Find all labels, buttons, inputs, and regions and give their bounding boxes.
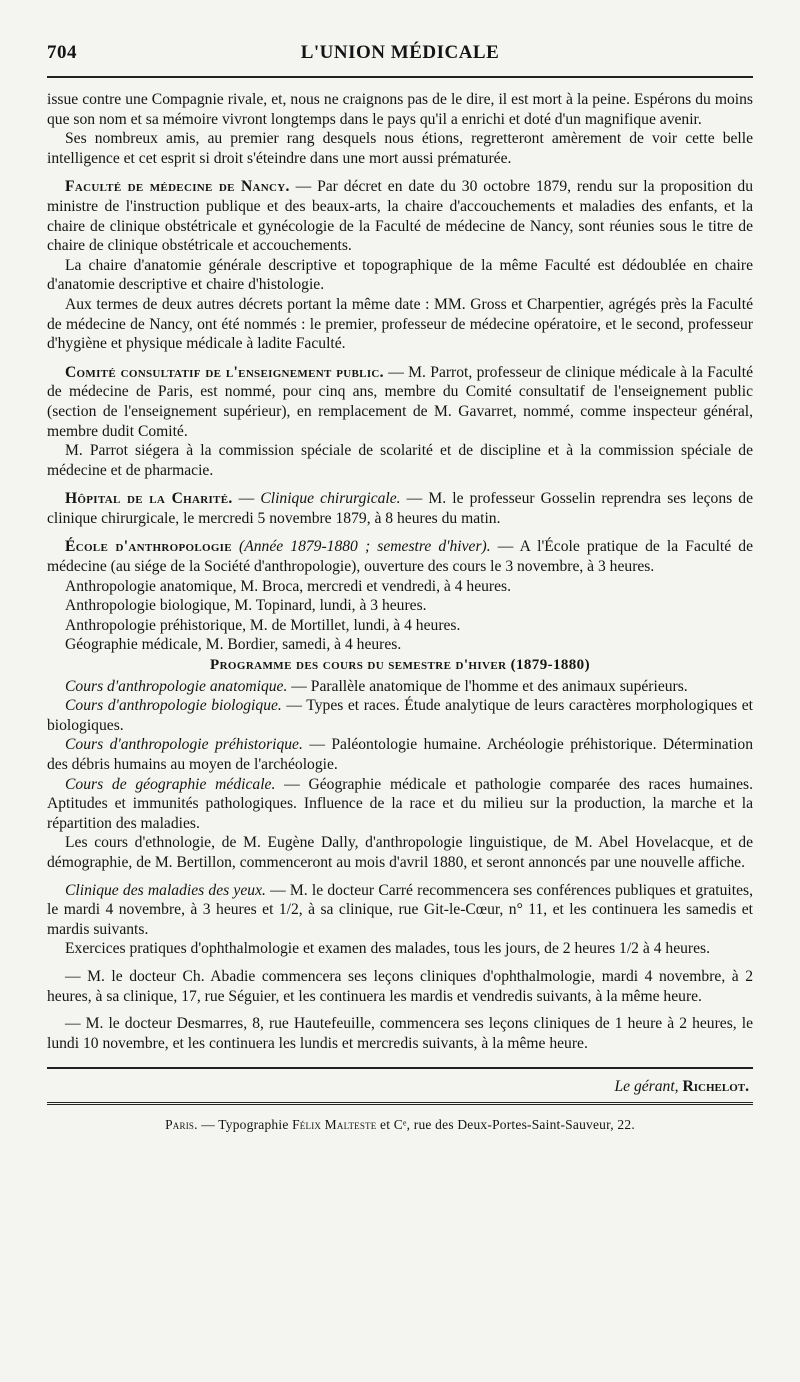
programme-anatomique (47, 677, 753, 697)
nancy-text: — Par décret en date du 30 octobre 1879, rendu sur la proposition du ministre de l'instruction publique et des beaux-arts, la chaire d'accouchements et maladies des enfants, et la chaire de clinique obstétricale et gynécologie de la Faculté de médecine de Nancy, sont réunies sous le titre de chaire de clinique obstétricale et accouchements. (47, 178, 754, 255)
yeux-text: — M. le docteur Carré recommencera ses conférences publiques et gratuites, le mardi 4 novembre, à 3 heures et 1/2, à sa clinique, rue Git-le-Cœur, n° 11, et les continuera les samedis et mardis suivants. (47, 881, 753, 938)
charite-dash: — (232, 490, 261, 508)
paragraph-exercices: Exercices pratiques d'ophthalmologie et examen des malades, tous les jours, de 2 heures 1/2 à 4 heures. (65, 940, 710, 958)
course-anatomique: Anthropologie anatomique, M. Broca, mercredi et vendredi, à 4 heures. (65, 577, 512, 595)
programme-other-courses: Les cours d'ethnologie, de M. Eugène Dally, d'anthropologie linguistique, de M. Abel Hovelacque, et de démographie, de M. Bertillon, commenceront au mois d'avril 1880, et seront annoncés par une nouvelle affiche. (47, 834, 753, 871)
paragraph-comite (47, 363, 753, 441)
imprint-rest: et Cᵉ, rue des Deux-Portes-Saint-Sauveur, 22. (376, 1117, 635, 1133)
programme-anatomique-italic: Cours d'anthropologie anatomique. (65, 677, 288, 695)
signature-name: Richelot. (682, 1078, 749, 1096)
footer-rule (47, 1067, 753, 1069)
paragraph-anthropologie (47, 537, 753, 576)
signature-label: Le gérant, (614, 1078, 679, 1096)
imprint-city: Paris. (165, 1117, 198, 1133)
imprint-printer: Félix Malteste (292, 1117, 377, 1133)
paragraph-nancy (47, 177, 753, 255)
comite-text: — M. Parrot, professeur de clinique médicale à la Faculté de médecine de Paris, est nommé, pour cinq ans, membre du Comité consultatif de l'enseignement public (section de l'enseignement supérieur), en remplacement de M. Gavarret, nommé, comme inspecteur général, membre dudit Comité. (47, 363, 753, 440)
signature (47, 1078, 753, 1096)
charite-text: — M. le professeur Gosselin reprendra ses leçons de clinique chirurgicale, le mercredi 5 novembre 1879, à 8 heures du matin. (47, 490, 754, 527)
heading-anthropologie: École d'anthropologie (65, 538, 232, 556)
imprint (47, 1117, 753, 1133)
programme-anatomique-text: — Parallèle anatomique de l'homme et des animaux supérieurs. (287, 677, 688, 695)
paragraph-comite-parrot: M. Parrot siégera à la commission spéciale de scolarité et de discipline et à la commission spéciale de médecine et de pharmacie. (47, 442, 753, 479)
page-header (47, 36, 753, 70)
programme-prehistorique-italic: Cours d'anthropologie préhistorique. (65, 736, 303, 754)
document-page (47, 36, 753, 1366)
programme-biologique (47, 696, 753, 735)
paragraph-yeux (47, 881, 753, 940)
charite-italic: Clinique chirurgicale. (260, 490, 401, 508)
programme-prehistorique (47, 735, 753, 774)
programme-title: Programme des cours du semestre d'hiver (1879-1880) (210, 657, 590, 674)
page-number: 704 (47, 42, 77, 63)
course-geographie: Géographie médicale, M. Bordier, samedi, à 4 heures. (65, 636, 402, 654)
article-body (47, 90, 753, 1053)
course-prehistorique: Anthropologie préhistorique, M. de Mortillet, lundi, à 4 heures. (65, 616, 461, 634)
anthropologie-italic: (Année 1879-1880 ; semestre d'hiver). (239, 538, 491, 556)
paragraph-desmarres: — M. le docteur Desmarres, 8, rue Hautefeuille, commencera ses leçons cliniques de 1 heure à 2 heures, le lundi 10 novembre, et les continuera les lundis et mercredis suivants, à la même heure. (47, 1015, 753, 1052)
programme-biologique-italic: Cours d'anthropologie biologique. (65, 697, 282, 715)
programme-geographie (47, 775, 753, 834)
anthropologie-text: — A l'École pratique de la Faculté de médecine (au siége de la Société d'anthropologie), ouverture des cours le 3 novembre, à 3 heures. (47, 538, 753, 576)
programme-geographie-text: — Géographie médicale et pathologie comparée des races humaines. Aptitudes et immunités pathologiques. Influence de la race et du milieu sur la production, la marche et la répartition des maladies. (47, 775, 753, 832)
heading-comite: Comité consultatif de l'enseignement public. (65, 363, 384, 381)
imprint-rule (47, 1102, 753, 1105)
heading-charite: Hôpital de la Charité. (65, 490, 233, 508)
heading-nancy: Faculté de médecine de Nancy. (65, 178, 290, 196)
paragraph-abadie: — M. le docteur Ch. Abadie commencera ses leçons cliniques d'ophthalmologie, mardi 4 novembre, à 2 heures, à sa clinique, 17, rue Séguier, et les continuera les mardis et vendredis suivants, à la même heure. (47, 967, 753, 1005)
course-biologique: Anthropologie biologique, M. Topinard, lundi, à 3 heures. (65, 597, 427, 615)
paragraph-charite (47, 489, 753, 528)
yeux-italic: Clinique des maladies des yeux. (65, 881, 266, 899)
paragraph-obituary-friends: Ses nombreux amis, au premier rang desquels nous étions, regretteront amèrement de voir cette belle intelligence et cet esprit si droit s'éteindre dans une mort aussi prématurée. (47, 130, 753, 167)
header-rule (47, 76, 753, 78)
programme-biologique-text: — Types et races. Étude analytique de leurs caractères morphologiques et biologiques. (47, 697, 753, 734)
paragraph-nancy-anatomy: La chaire d'anatomie générale descriptive et topographique de la même Faculté est dédoublée en chaire d'anatomie descriptive et chaire d'histologie. (47, 256, 753, 294)
programme-prehistorique-text: — Paléontologie humaine. Archéologie préhistorique. Détermination des débris humains au moyen de l'archéologie. (47, 736, 753, 773)
paragraph-nancy-decrees: Aux termes de deux autres décrets portant la même date : MM. Gross et Charpentier, agrégés près la Faculté de médecine de Nancy, ont été nommés : le premier, professeur de médecine opératoire, et le second, professeur d'hygiène et physique médicale à ladite Faculté. (47, 295, 753, 353)
imprint-text: — Typographie (197, 1117, 293, 1133)
programme-geographie-italic: Cours de géographie médicale. (65, 775, 276, 793)
journal-title: L'UNION MÉDICALE (300, 42, 500, 63)
paragraph-obituary-end: issue contre une Compagnie rivale, et, nous ne craignons pas de le dire, il est mort à la peine. Espérons du moins que son nom et sa mémoire vivront longtemps dans le pays qu'il a enrichi et doté d'un magnifique avenir. (47, 91, 753, 128)
